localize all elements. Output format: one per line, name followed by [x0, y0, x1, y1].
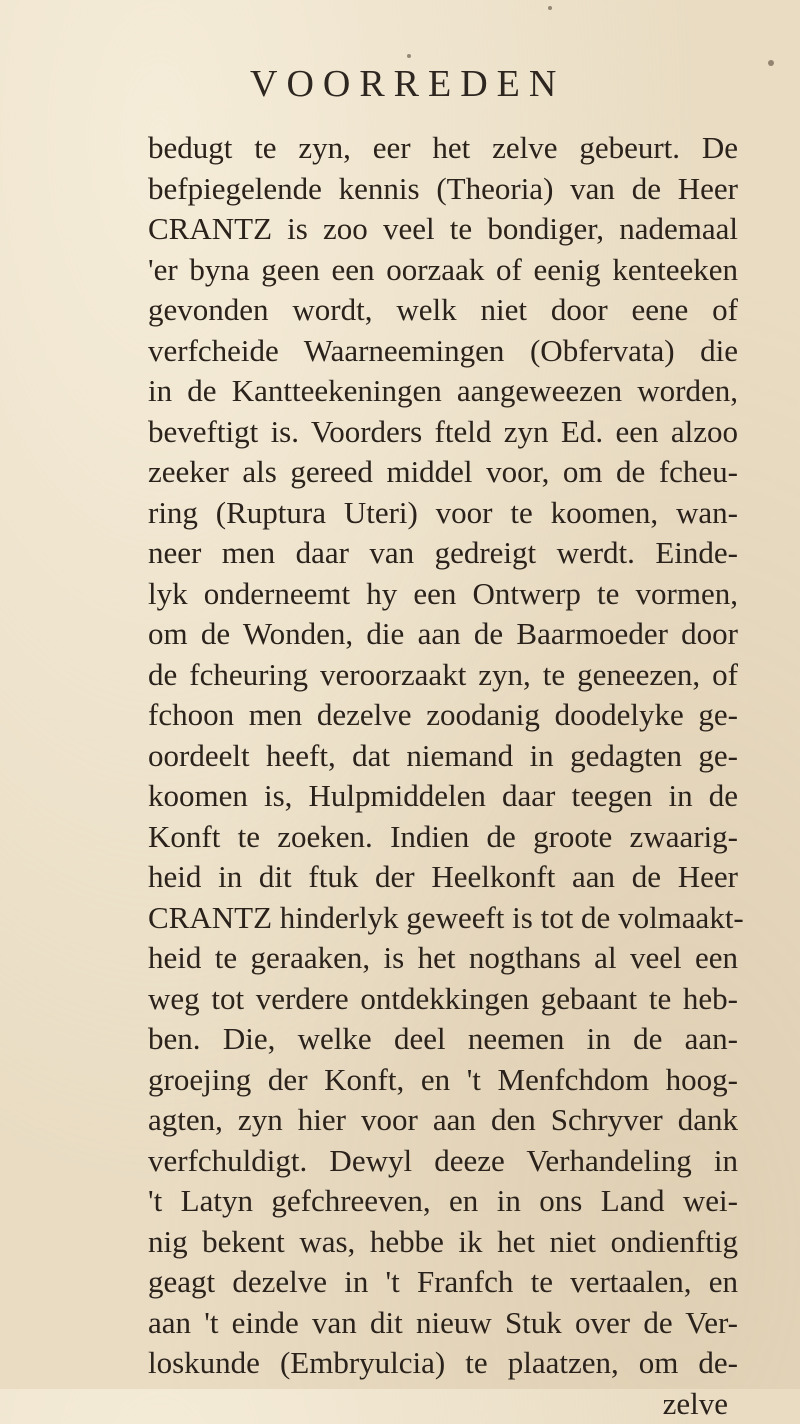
text-line: verfchuldigt. Dewyl deeze Verhandeling in	[148, 1141, 738, 1182]
text-line: groejing der Konft, en 't Menfchdom hoog-	[148, 1060, 738, 1101]
text-line: heid te geraaken, is het nogthans al veel een	[148, 938, 738, 979]
text-line: fchoon men dezelve zoodanig doodelyke ge-	[148, 695, 738, 736]
text-line: beveftigt is. Voorders fteld zyn Ed. een alzoo	[148, 412, 738, 453]
paper-speck	[407, 54, 411, 58]
text-line: verfcheide Waarneemingen (Obfervata) die	[148, 331, 738, 372]
text-line: CRANTZ is zoo veel te bondiger, nademaal	[148, 209, 738, 250]
catchword: zelve	[148, 1384, 738, 1424]
text-line: neer men daar van gedreigt werdt. Einde-	[148, 533, 738, 574]
text-line: zeeker als gereed middel voor, om de fcheu-	[148, 452, 738, 493]
text-line: 't Latyn gefchreeven, en in ons Land wei-	[148, 1181, 738, 1222]
text-line: CRANTZ hinderlyk geweeft is tot de volmaakt-	[148, 898, 738, 939]
text-line: in de Kantteekeningen aangeweezen worden,	[148, 371, 738, 412]
paper-speck	[768, 60, 774, 66]
text-line: ben. Die, welke deel neemen in de aan-	[148, 1019, 738, 1060]
text-line: 'er byna geen een oorzaak of eenig kenteeken	[148, 250, 738, 291]
text-line: Konft te zoeken. Indien de groote zwaarig-	[148, 817, 738, 858]
text-line: geagt dezelve in 't Franfch te vertaalen, en	[148, 1262, 738, 1303]
text-line: loskunde (Embryulcia) te plaatzen, om de-	[148, 1343, 738, 1384]
text-line: nig bekent was, hebbe ik het niet ondienftig	[148, 1222, 738, 1263]
text-line: ring (Ruptura Uteri) voor te koomen, wan-	[148, 493, 738, 534]
paper-speck	[548, 6, 552, 10]
body-text	[148, 128, 738, 1424]
text-line: bedugt te zyn, eer het zelve gebeurt. De	[148, 128, 738, 169]
text-line: om de Wonden, die aan de Baarmoeder door	[148, 614, 738, 655]
text-line: koomen is, Hulpmiddelen daar teegen in de	[148, 776, 738, 817]
text-line: heid in dit ftuk der Heelkonft aan de Heer	[148, 857, 738, 898]
text-line: lyk onderneemt hy een Ontwerp te vormen,	[148, 574, 738, 615]
text-line: befpiegelende kennis (Theoria) van de Heer	[148, 169, 738, 210]
text-line: de fcheuring veroorzaakt zyn, te geneezen, of	[148, 655, 738, 696]
text-line: weg tot verdere ontdekkingen gebaant te heb-	[148, 979, 738, 1020]
text-line: aan 't einde van dit nieuw Stuk over de Ver-	[148, 1303, 738, 1344]
text-line: oordeelt heeft, dat niemand in gedagten ge-	[148, 736, 738, 777]
text-line: agten, zyn hier voor aan den Schryver dank	[148, 1100, 738, 1141]
text-line: gevonden wordt, welk niet door eene of	[148, 290, 738, 331]
running-head: VOORREDEN	[250, 62, 670, 106]
